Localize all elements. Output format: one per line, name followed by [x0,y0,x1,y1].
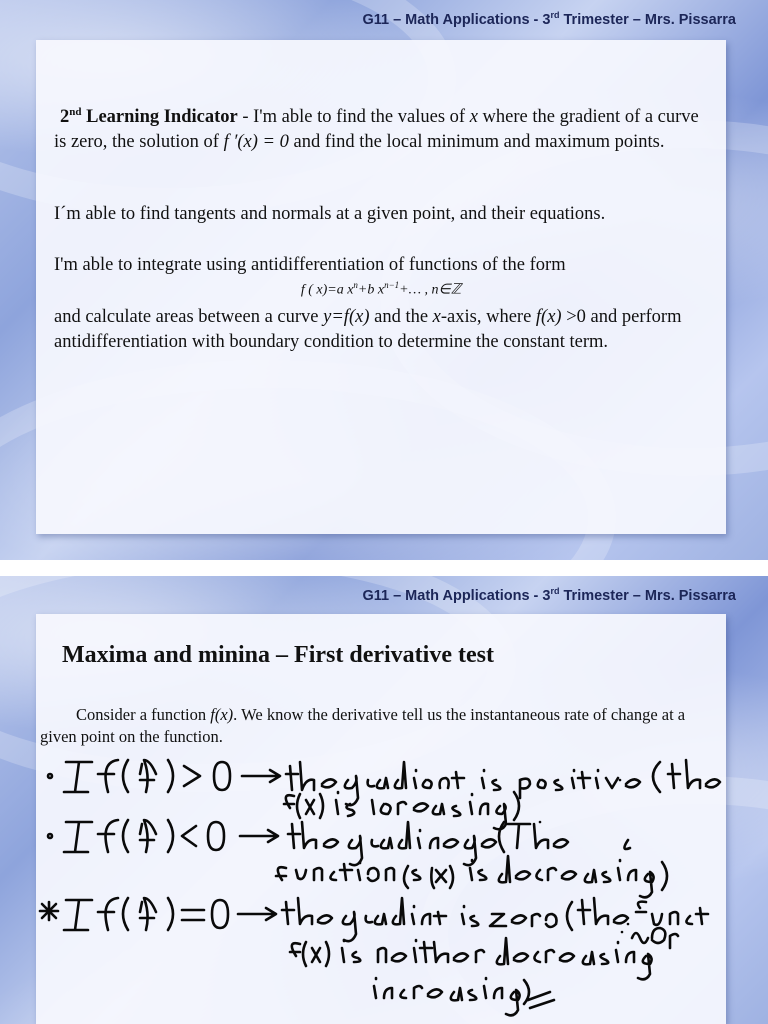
formula-part: +b x [357,282,385,298]
areas-text: >0 and perform antidifferentiation with boundary condition to determine the constant term. [54,307,682,352]
content-panel [36,40,726,534]
slide-header [362,586,736,604]
header-text: G11 – Math Applications - 3 [362,11,551,28]
header-sup: rd [550,10,560,20]
handwriting-line-2 [48,820,667,897]
tangents-paragraph: I´m able to find tangents and normals at a given point, and their equations. [54,204,606,224]
indicator-title: Learning Indicator [81,107,238,128]
header-text: Trimester – Mrs. Pissarra [559,11,736,28]
areas-paragraph [54,305,712,355]
indicator-text: - I'm able to find the values of [237,107,470,128]
areas-text: and the [369,307,433,327]
learning-indicator-paragraph [54,100,712,155]
header-text: G11 – Math Applications - 3 [362,587,551,604]
indicator-x: x [469,107,478,128]
areas-fx: f(x) [535,307,562,327]
formula-exponent: n−1 [384,280,400,290]
indicator-sup: nd [69,106,82,118]
header-text: Trimester – Mrs. Pissarra [559,587,736,604]
handwritten-notes-drawing [0,752,768,1024]
areas-curve: y=f(x) [323,307,370,327]
intro-function: f(x) [210,705,234,724]
formula-exponent: n [353,280,358,290]
formula-part: f ( x)=a x [300,282,354,298]
intro-text: Consider a function [76,705,211,724]
areas-x: x [432,307,441,327]
handwriting-line-1 [48,760,720,829]
polynomial-formula [36,280,726,299]
slide-title: Maxima and minina – First derivative test [62,642,494,668]
indicator-text: where the gradient of a curve is zero, the solution of [54,107,699,153]
areas-text: -axis, where [440,307,536,327]
intro-paragraph [40,704,716,748]
intro-text: . We know the derivative tell us the instantaneous rate of change at a given point on the function. [40,705,686,746]
indicator-derivative: f ′(x) = 0 [223,132,289,153]
formula-part: +… , n∈ℤ [399,282,462,298]
integrate-paragraph: I'm able to integrate using antidifferentiation of functions of the form [54,255,566,275]
handwriting-line-3 [40,898,708,1015]
header-sup: rd [550,586,560,596]
areas-text: and calculate areas between a curve [54,307,324,327]
slide-header [362,10,736,28]
indicator-text: and find the local minimum and maximum points. [288,132,665,153]
indicator-number: 2 [60,107,70,128]
